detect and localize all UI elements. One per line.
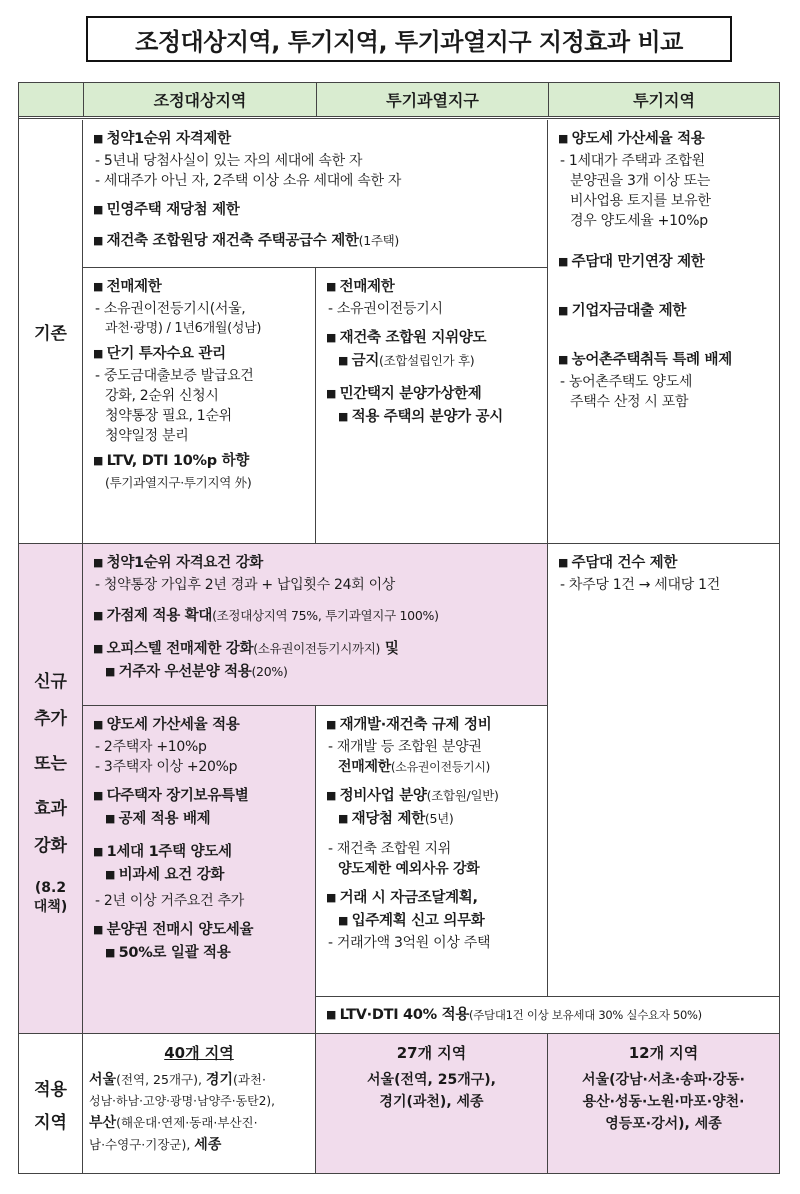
desc-line: 양도제한 예외사유 강화	[338, 861, 480, 877]
desc-line: - 차주당 1건 → 세대당 1건	[560, 577, 720, 593]
region-count: 12개 지역	[628, 1044, 699, 1062]
region-detail: 남·수영구·기장군),	[89, 1137, 195, 1152]
label-line: 신규	[34, 672, 67, 692]
bullet-note: (소유권이전등기시까지)	[253, 641, 381, 656]
desc-line: - 재건축 조합원 지위	[328, 841, 451, 857]
label-line: 강화	[34, 836, 67, 856]
bullet-subscription-limit: ■ 청약1순위 자격제한	[93, 128, 541, 151]
label-line: 또는	[34, 754, 67, 774]
bullet-point-system	[93, 605, 541, 628]
desc-line: - 거래가액 3억원 이상 주택	[328, 935, 491, 951]
existing-speculation-cell	[548, 120, 779, 543]
bullet-continued: ■ 50%로 일괄 적용	[93, 942, 309, 965]
desc-line: - 청약통장 가입후 2년 경과 + 납입횟수 24회 이상	[95, 577, 396, 593]
bullet-member-transfer-ban: ■ 재건축 조합원 지위양도	[326, 327, 541, 350]
region-line	[89, 1134, 315, 1156]
region-list	[548, 1069, 779, 1135]
region-name: 서울	[89, 1072, 117, 1088]
region-line	[89, 1112, 315, 1134]
region-line	[89, 1069, 315, 1091]
desc-line	[326, 757, 541, 777]
existing-adjust-cell	[83, 268, 316, 543]
bullet-text: 정비사업 분양	[339, 788, 427, 804]
new-shared-cell	[83, 544, 548, 706]
desc-line: 경우 양도세율 +10%p	[570, 213, 708, 229]
label-line: 지역	[34, 1112, 67, 1133]
bullet-one-house-exemption: ■ 1세대 1주택 양도세	[93, 841, 309, 864]
bullet-continued: ■ 공제 적용 배제	[93, 808, 309, 831]
bullet-funding-plan: ■ 거래 시 자금조달계획,	[326, 887, 541, 910]
bullet-note: (20%)	[251, 664, 288, 679]
desc-line: - 5년내 당첨사실이 있는 자의 세대에 속한 자	[95, 153, 363, 169]
region-line: 성남·하남·고양·광명·남양주·동탄2),	[89, 1094, 275, 1108]
bullet-rebuild-supply-limit	[93, 230, 541, 253]
desc-line: (투기과열지구·투기지역 外)	[105, 475, 252, 490]
bullet-continued	[326, 808, 541, 831]
bullet-corporate-loan: ■ 기업자금대출 제한	[558, 300, 773, 323]
bullet-note: (5년)	[424, 811, 454, 826]
bullet-text: 오피스텔 전매제한 강화	[106, 641, 254, 657]
desc-line: 과천·광명) / 1년6개월(성남)	[105, 321, 262, 336]
bullet-rewin-limit	[326, 785, 541, 808]
desc-line: 강화, 2순위 신청시	[105, 388, 219, 404]
bullet-note: (조합원/일반)	[426, 788, 499, 803]
desc-line: 청약일정 분리	[105, 428, 189, 444]
bullet-presale-tax: ■ 분양권 전매시 양도세율	[93, 919, 309, 942]
bullet-note: (주담대1건 이상 보유세대 30% 실수요자 50%)	[469, 1008, 702, 1022]
bullet-text: 재당첨 제한	[351, 811, 425, 827]
region-speculation-cell	[548, 1034, 779, 1173]
row-label-new	[19, 544, 83, 1033]
bullet-text: 금지	[351, 353, 380, 369]
existing-overheat-cell	[316, 268, 548, 543]
header-speculation-region: 투기지역	[548, 83, 779, 117]
desc-line: - 농어촌주택도 양도세	[560, 374, 693, 390]
bullet-text: 전매제한	[338, 759, 391, 775]
region-detail: (전역, 25개구),	[116, 1072, 206, 1087]
desc-line: - 1세대가 주택과 조합원	[560, 153, 705, 169]
region-count: 40개 지역	[164, 1044, 234, 1062]
bullet-continued: ■ 비과세 요건 강화	[93, 864, 309, 887]
bullet-note: (조합설립인가 후)	[379, 353, 475, 368]
label-note: (8.2 대책)	[33, 880, 68, 915]
bullet-ltv-dti-lower: ■ LTV, DTI 10%p 하향	[93, 450, 309, 473]
bullet-short-term-demand: ■ 단기 투자수요 관리	[93, 343, 309, 366]
region-detail: (과천·	[232, 1072, 266, 1087]
region-line: 용산·성동·노원·마포·양천·	[582, 1094, 745, 1110]
new-adjust-cell	[83, 706, 316, 1033]
region-name: 부산	[89, 1115, 117, 1131]
bullet-transfer-tax: ■ 양도세 가산세율 적용	[558, 128, 773, 151]
header-double-line	[19, 117, 779, 119]
page-title: 조정대상지역, 투기지역, 투기과열지구 지정효과 비교	[86, 16, 732, 62]
bullet-subscription-tighten: ■ 청약1순위 자격요건 강화	[93, 552, 541, 575]
label-line: 추가	[34, 709, 67, 729]
row-label-existing: 기존	[19, 120, 83, 543]
header-blank	[19, 83, 83, 117]
region-line: 영등포·강서), 세종	[605, 1116, 722, 1132]
existing-shared-cell	[83, 120, 548, 268]
header-overheat-district: 투기과열지구	[316, 83, 548, 117]
bullet-continued	[93, 661, 541, 684]
desc-line: - 소유권이전등기시(서울,	[95, 301, 246, 317]
bullet-continued	[326, 350, 541, 373]
bullet-note: (1주택)	[358, 233, 399, 248]
bullet-redevelopment: ■ 재개발·재건축 규제 정비	[326, 714, 541, 737]
bullet-continued: ■ 적용 주택의 분양가 공시	[326, 406, 541, 429]
desc-line: 비사업용 토지를 보유한	[570, 193, 711, 209]
bullet-text: 거주자 우선분양 적용	[118, 664, 252, 680]
desc-line: - 소유권이전등기시	[328, 301, 443, 317]
region-line: 서울(강남·서초·송파·강동·	[582, 1072, 745, 1088]
bullet-transfer-tax: ■ 양도세 가산세율 적용	[93, 714, 309, 737]
region-adjust-cell	[83, 1034, 316, 1173]
bullet-text: 재건축 조합원당 재건축 주택공급수 제한	[106, 233, 359, 249]
desc-line: 주택수 산정 시 포함	[570, 394, 689, 410]
region-line: 서울(전역, 25개구),	[367, 1072, 496, 1088]
region-name: 경기	[205, 1072, 233, 1088]
label-line: 적용	[34, 1079, 67, 1100]
desc-line: 청약통장 필요, 1순위	[105, 408, 232, 424]
region-name: 세종	[194, 1137, 222, 1153]
bullet-rural-housing: ■ 농어촌주택취득 특례 배제	[558, 349, 773, 372]
bullet-long-term-deduction: ■ 다주택자 장기보유특별	[93, 785, 309, 808]
bullet-officetel	[93, 638, 541, 661]
bullet-text: 및	[380, 641, 399, 657]
bullet-resale-limit: ■ 전매제한	[326, 276, 541, 299]
desc-line: - 3주택자 이상 +20%p	[95, 759, 238, 775]
desc-line: - 세대주가 아닌 자, 2주택 이상 소유 세대에 속한 자	[95, 173, 402, 189]
desc-line: - 재개발 등 조합원 분양권	[328, 739, 482, 755]
bullet-note: (소유권이전등기시)	[390, 760, 491, 774]
bullet-note: (조정대상지역 75%, 투기과열지구 100%)	[212, 608, 439, 623]
header-adjust-region: 조정대상지역	[83, 83, 316, 117]
new-speculation-cell	[548, 544, 779, 996]
desc-line: - 중도금대출보증 발급요건	[95, 368, 254, 384]
bullet-continued: ■ 입주계획 신고 의무화	[326, 910, 541, 933]
new-ltv-cell	[316, 996, 779, 1033]
region-detail: (해운대·연제·동래·부산진·	[116, 1115, 258, 1130]
bullet-mortgage-count: ■ 주담대 건수 제한	[558, 552, 773, 575]
bullet-rewin-limit: ■ 민영주택 재당첨 제한	[93, 199, 541, 222]
desc-line: - 2주택자 +10%p	[95, 739, 207, 755]
bullet-ltv-dti-40	[326, 1004, 773, 1027]
region-overheat-cell	[316, 1034, 548, 1173]
region-list	[83, 1069, 315, 1156]
bullet-price-cap: ■ 민간택지 분양가상한제	[326, 383, 541, 406]
desc-line: 분양권을 3개 이상 또는	[570, 173, 711, 189]
bullet-mortgage-extension: ■ 주담대 만기연장 제한	[558, 251, 773, 274]
region-list	[316, 1069, 547, 1113]
row-label-region	[19, 1034, 83, 1173]
label-line: 효과	[34, 799, 67, 819]
region-line: 경기(과천), 세종	[379, 1094, 484, 1110]
desc-line: - 2년 이상 거주요건 추가	[95, 893, 244, 909]
bullet-text: 가점제 적용 확대	[106, 608, 213, 624]
bullet-resale-limit: ■ 전매제한	[93, 276, 309, 299]
bullet-text: LTV·DTI 40% 적용	[339, 1007, 470, 1023]
new-overheat-cell	[316, 706, 548, 996]
region-count: 27개 지역	[396, 1044, 467, 1062]
